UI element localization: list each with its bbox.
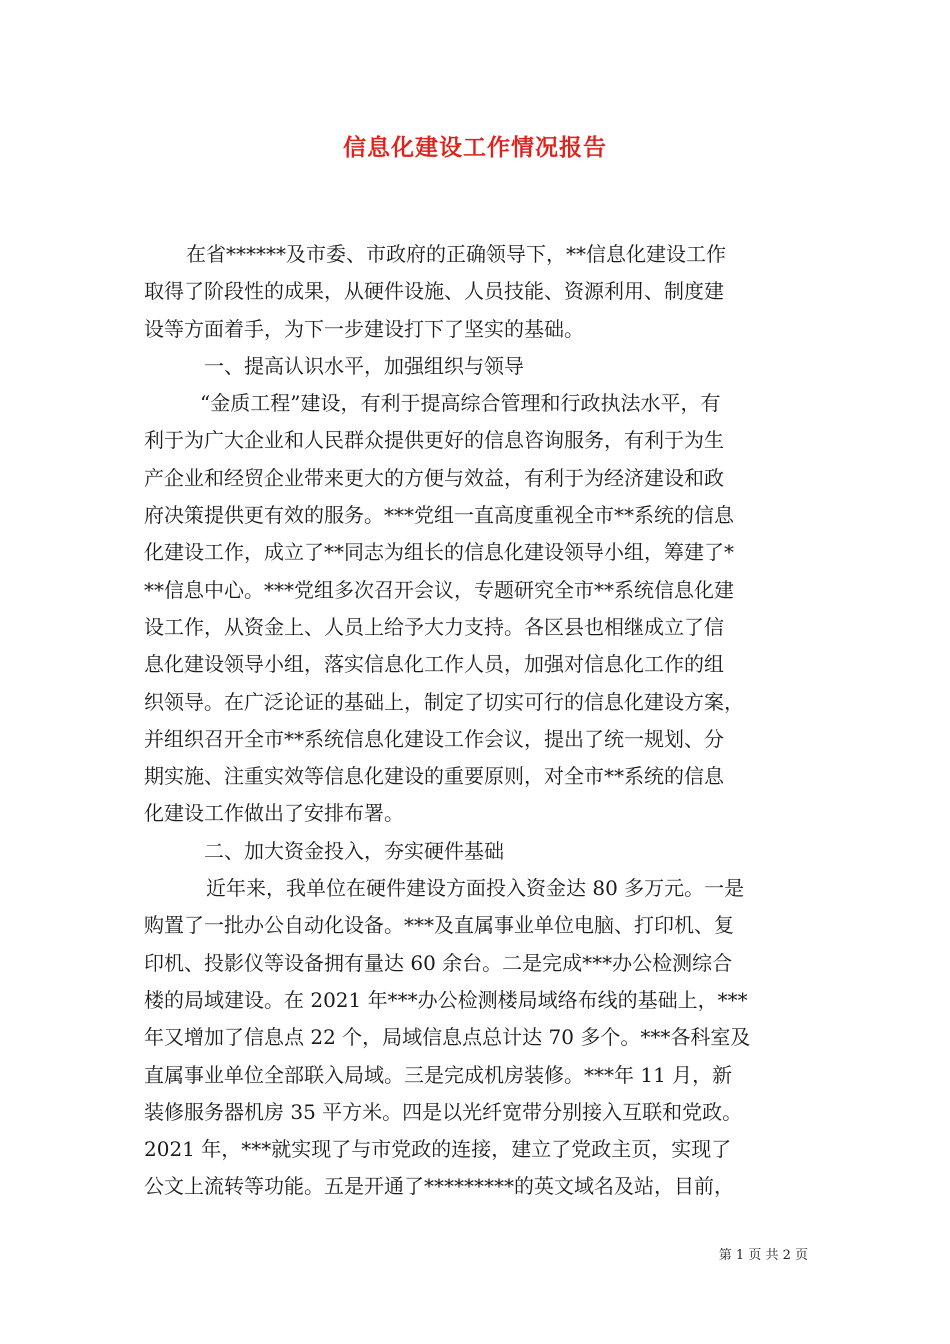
- text-line: 在省******及市委、市政府的正确领导下，**信息化建设工作: [186, 242, 726, 266]
- page-number-label: 第 1 页 共 2 页: [718, 1248, 808, 1263]
- text-line: 一、提高认识水平，加强组织与领导: [204, 353, 524, 378]
- text-line: 印机、投影仪等设备拥有量达 60 余台。二是完成***办公检测综合: [144, 950, 733, 975]
- text-line: 设等方面着手，为下一步建设打下了坚实的基础。: [144, 316, 584, 341]
- text-line: 织领导。在广泛论证的基础上，制定了切实可行的信息化建设方案，: [144, 689, 744, 714]
- text-line: 年又增加了信息点 22 个，局域信息点总计达 70 多个。***各科室及: [144, 1025, 751, 1050]
- text-line: 楼的局域建设。在 2021 年***办公检测楼局域络布线的基础上，***: [144, 987, 748, 1012]
- text-line: 取得了阶段性的成果，从硬件设施、人员技能、资源利用、制度建: [144, 279, 724, 304]
- text-line: 购置了一批办公自动化设备。***及直属事业单位电脑、打印机、复: [144, 913, 734, 938]
- page-footer: [0, 1246, 808, 1266]
- page-title: 信息化建设工作情况报告: [343, 134, 607, 161]
- text-line: “金质工程”建设，有利于提高综合管理和行政执法水平，有: [200, 391, 721, 416]
- text-line: 息化建设领导小组，落实信息化工作人员，加强对信息化工作的组: [144, 652, 724, 677]
- text-line: 产企业和经贸企业带来更大的方便与效益，有利于为经济建设和政: [144, 465, 724, 490]
- text-line: 直属事业单位全部联入局域。三是完成机房装修。***年 11 月，新: [144, 1062, 733, 1087]
- text-line: **信息中心。***党组多次召开会议，专题研究全市**系统信息化建: [144, 577, 734, 602]
- text-line: 利于为广大企业和人民群众提供更好的信息咨询服务，有利于为生: [144, 428, 724, 453]
- text-line: 并组织召开全市**系统信息化建设工作会议，提出了统一规划、分: [144, 726, 724, 751]
- document-body: [144, 236, 810, 1206]
- text-line: 公文上流转等功能。五是开通了*********的英文域名及站，目前，: [144, 1174, 734, 1199]
- text-line: 二、加大资金投入，夯实硬件基础: [204, 838, 504, 863]
- text-line: 期实施、注重实效等信息化建设的重要原则，对全市**系统的信息: [144, 764, 724, 789]
- text-line: 化建设工作，成立了**同志为组长的信息化建设领导小组，筹建了*: [144, 540, 734, 565]
- text-line: 府决策提供更有效的服务。***党组一直高度重视全市**系统的信息: [144, 503, 734, 528]
- text-line: 化建设工作做出了安排布署。: [144, 801, 404, 826]
- text-line: 装修服务器机房 35 平方米。四是以光纤宽带分别接入互联和党政。: [144, 1099, 743, 1124]
- text-line: 设工作，从资金上、人员上给予大力支持。各区县也相继成立了信: [144, 614, 724, 639]
- text-line: 近年来，我单位在硬件建设方面投入资金达 80 多万元。一是: [206, 876, 745, 901]
- text-line: 2021 年，***就实现了与市党政的连接，建立了党政主页，实现了: [144, 1137, 732, 1162]
